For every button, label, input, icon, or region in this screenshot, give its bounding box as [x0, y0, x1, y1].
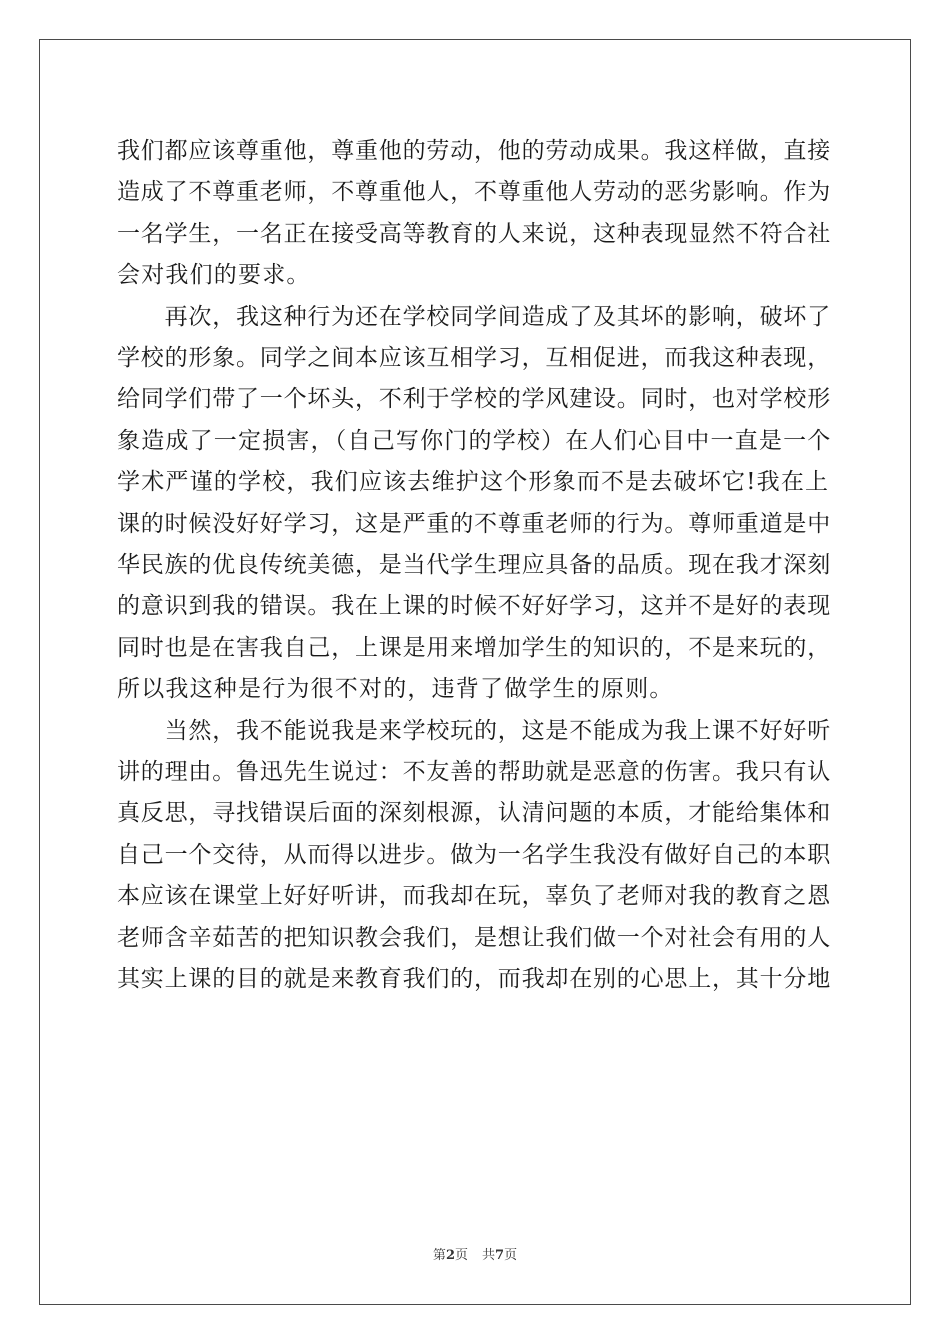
text-line: 华民族的优良传统美德，是当代学生理应具备的品质。现在我才深刻 [117, 552, 831, 578]
total-suffix: 页 [504, 1248, 518, 1263]
text-line: 讲的理由。鲁迅先生说过：不友善的帮助就是恶意的伤害。我只有认 [117, 759, 831, 785]
text-line: 课的时候没好好学习，这是严重的不尊重老师的行为。尊师重道是中 [117, 510, 831, 537]
text-line: 老师含辛茹苦的把知识教会我们，是想让我们做一个对社会有用的人 [117, 924, 831, 951]
page-current: 2 [445, 1248, 455, 1263]
text-line: 自己一个交待，从而得以进步。做为一名学生我没有做好自己的本职 [117, 841, 831, 868]
page-suffix: 页 [454, 1248, 468, 1263]
text-line: 学术严谨的学校，我们应该去维护这个形象而不是去破坏它!我在上 [117, 469, 830, 496]
total-prefix: 共 [482, 1248, 496, 1263]
text-line: 真反思，寻找错误后面的深刻根源，认清问题的本质，才能给集体和 [117, 800, 831, 827]
text-line: 其实上课的目的就是来教育我们的，而我却在别的心思上，其十分地 [117, 966, 831, 992]
text-line: 我们都应该尊重他，尊重他的劳动，他的劳动成果。我这样做，直接 [117, 138, 831, 164]
text-line: 本应该在课堂上好好听讲，而我却在玩，辜负了老师对我的教育之恩 [117, 883, 831, 910]
text-line: 当然，我不能说我是来学校玩的，这是不能成为我上课不好好听 [117, 717, 831, 744]
text-line: 所以我这种是行为很不对的，违背了做学生的原则。 [117, 676, 674, 703]
text-line: 同时也是在害我自己，上课是用来增加学生的知识的，不是来玩的， [117, 634, 831, 661]
text-line: 一名学生，一名正在接受高等教育的人来说，这种表现显然不符合社 [117, 220, 831, 247]
text-line: 会对我们的要求。 [117, 262, 311, 289]
text-line: 再次，我这种行为还在学校同学间造成了及其坏的影响，破坏了 [117, 303, 831, 330]
page-prefix: 第 [432, 1248, 446, 1263]
text-line: 造成了不尊重老师，不尊重他人，不尊重他人劳动的恶劣影响。作为 [117, 179, 831, 206]
text-line: 象造成了一定损害，（自己写你门的学校）在人们心目中一直是一个 [117, 427, 832, 454]
text-line: 的意识到我的错误。我在上课的时候不好好学习，这并不是好的表现 [117, 593, 831, 620]
page-footer [0, 1246, 950, 1266]
total-pages: 7 [495, 1248, 505, 1263]
text-line: 给同学们带了一个坏头，不利于学校的学风建设。同时，也对学校形 [117, 386, 831, 413]
text-line: 学校的形象。同学之间本应该互相学习，互相促进，而我这种表现， [117, 345, 831, 371]
